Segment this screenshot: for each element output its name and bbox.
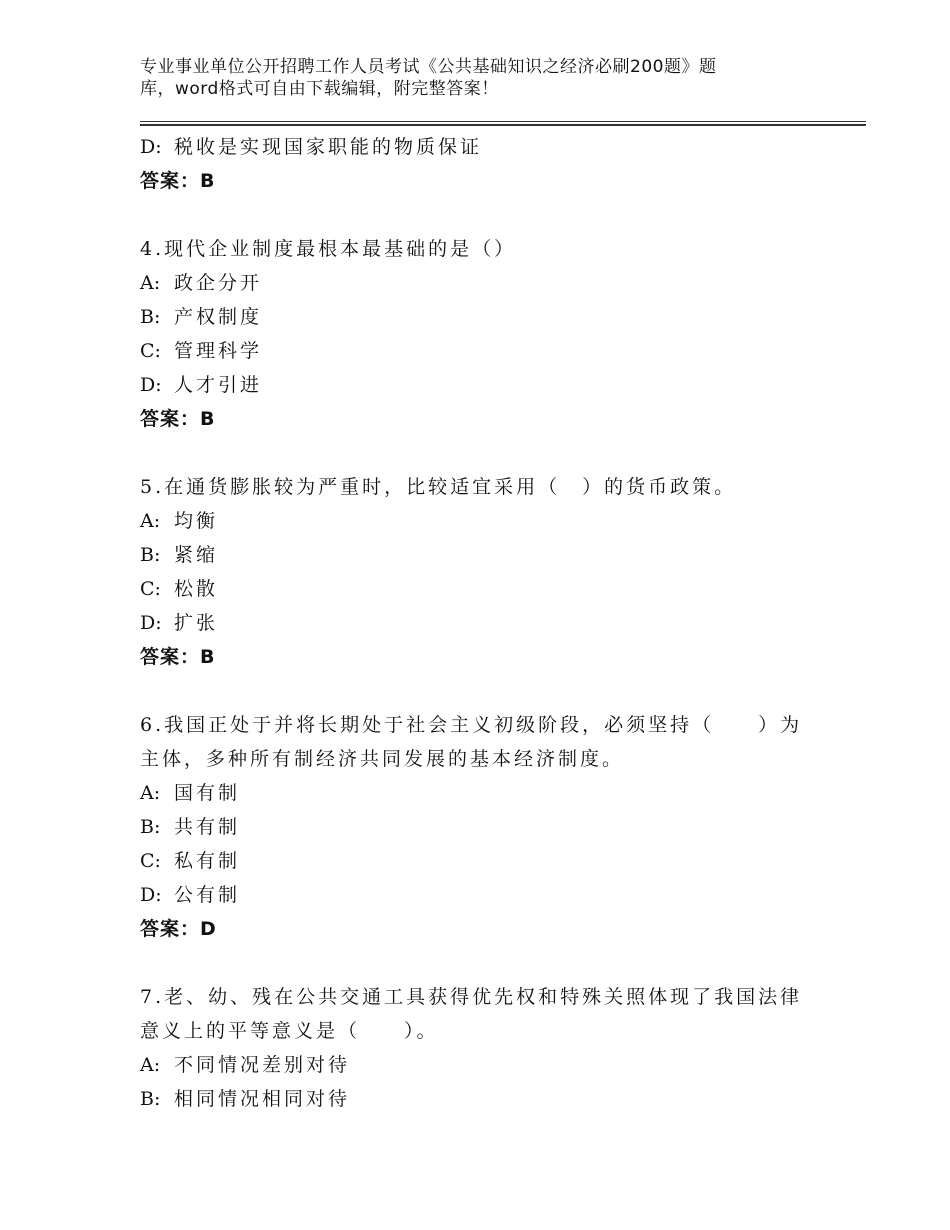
option-d (140, 606, 820, 640)
option-text: 松散 (174, 578, 219, 600)
option-d (140, 878, 820, 912)
option-c (140, 572, 820, 606)
header-title-line-2: 库，word格式可自由下载编辑，附完整答案！ (140, 79, 499, 99)
question-stem: 5.在通货膨胀较为严重时，比较适宜采用（ ）的货币政策。 (140, 476, 737, 498)
header-divider-thick (140, 124, 866, 126)
option-letter: C: (140, 850, 161, 872)
option-d (140, 130, 820, 164)
option-b (140, 810, 820, 844)
option-text: 均衡 (174, 510, 219, 532)
question-6 (140, 708, 820, 946)
option-a (140, 266, 820, 300)
option-d (140, 368, 820, 402)
option-text: 国有制 (174, 782, 241, 804)
question-list (140, 130, 820, 1116)
page-header (140, 56, 780, 100)
option-text: 不同情况差别对待 (174, 1054, 351, 1076)
question-stem: 4.现代企业制度最根本最基础的是（） (140, 238, 517, 260)
option-a (140, 776, 820, 810)
spacer (140, 674, 820, 708)
option-text: 相同情况相同对待 (174, 1088, 351, 1110)
question-7 (140, 980, 820, 1116)
option-b (140, 538, 820, 572)
option-c (140, 844, 820, 878)
question-stem-line-1: 6.我国正处于并将长期处于社会主义初级阶段，必须坚持（ ）为 (140, 714, 803, 736)
question-5 (140, 470, 820, 674)
option-c (140, 334, 820, 368)
option-text: 税收是实现国家职能的物质保证 (174, 136, 483, 158)
option-letter: B: (140, 544, 161, 566)
option-b (140, 1082, 820, 1116)
question-4 (140, 232, 820, 436)
question-stem-line-2: 主体，多种所有制经济共同发展的基本经济制度。 (140, 748, 625, 770)
option-letter: B: (140, 306, 161, 328)
option-text: 管理科学 (174, 340, 263, 362)
option-text: 紧缩 (174, 544, 219, 566)
question-3-tail (140, 130, 820, 198)
option-a (140, 504, 820, 538)
question-stem-line-2: 意义上的平等意义是（ ）。 (140, 1020, 439, 1042)
question-stem-line-1: 7.老、幼、残在公共交通工具获得优先权和特殊关照体现了我国法律 (140, 986, 803, 1008)
answer-line: 答案：B (140, 170, 216, 192)
option-letter: A: (140, 1054, 161, 1076)
option-text: 私有制 (174, 850, 241, 872)
option-letter: D: (140, 612, 162, 634)
header-title-line-1: 专业事业单位公开招聘工作人员考试《公共基础知识之经济必刷200题》题 (140, 57, 717, 77)
option-letter: A: (140, 510, 161, 532)
option-text: 产权制度 (174, 306, 263, 328)
header-divider-thin (140, 121, 866, 122)
option-letter: A: (140, 782, 161, 804)
option-letter: C: (140, 340, 161, 362)
option-letter: D: (140, 884, 162, 906)
option-b (140, 300, 820, 334)
option-text: 共有制 (174, 816, 241, 838)
answer-line: 答案：B (140, 646, 216, 668)
option-letter: D: (140, 374, 162, 396)
option-text: 政企分开 (174, 272, 263, 294)
spacer (140, 198, 820, 232)
option-a (140, 1048, 820, 1082)
option-letter: D: (140, 136, 162, 158)
option-text: 公有制 (174, 884, 241, 906)
answer-line: 答案：B (140, 408, 216, 430)
option-text: 扩张 (174, 612, 219, 634)
spacer (140, 946, 820, 980)
option-letter: C: (140, 578, 161, 600)
option-letter: B: (140, 1088, 161, 1110)
answer-line: 答案：D (140, 918, 217, 940)
option-letter: A: (140, 272, 161, 294)
option-letter: B: (140, 816, 161, 838)
option-text: 人才引进 (174, 374, 263, 396)
spacer (140, 436, 820, 470)
